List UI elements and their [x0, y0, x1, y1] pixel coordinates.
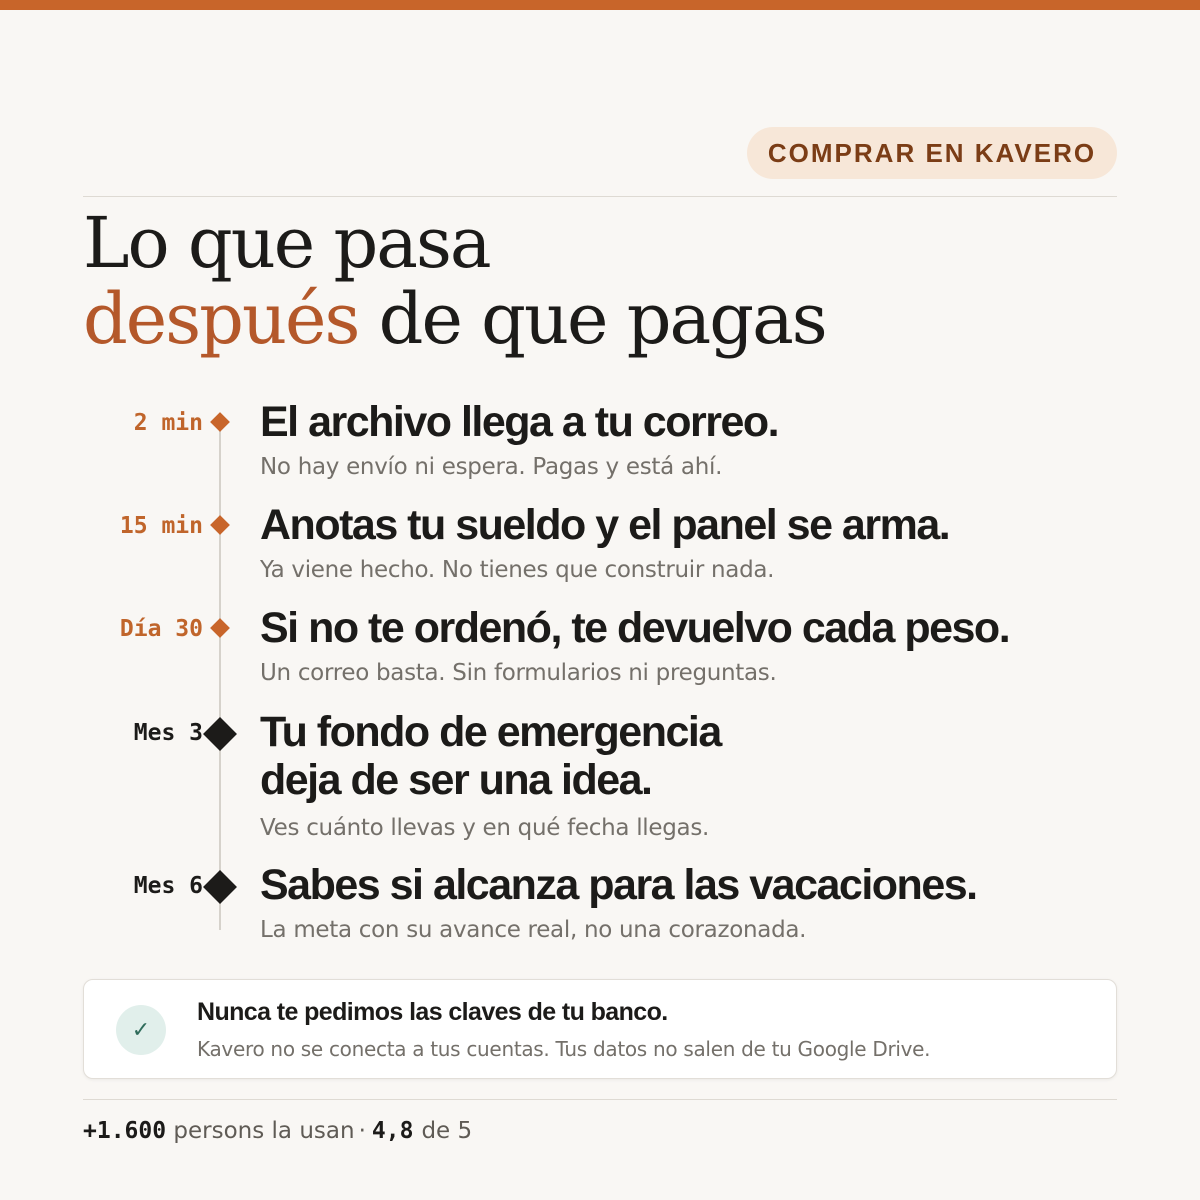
title-accent-word: después [83, 278, 359, 360]
step-time: Día 30 [119, 616, 203, 642]
step-description: No hay envío ni espera. Pagas y está ahí. [260, 454, 723, 480]
timeline-line [219, 420, 221, 930]
step-description: La meta con su avance real, no una corazonada. [260, 917, 807, 943]
privacy-note-card [83, 979, 1117, 1079]
step-time: Mes 6 [133, 873, 203, 899]
step-description: Ves cuánto llevas y en qué fecha llegas. [260, 815, 710, 841]
step-time: Mes 3 [133, 720, 203, 746]
step-title-line-2: deja de ser una idea. [260, 756, 652, 804]
step-time: 15 min [119, 513, 203, 539]
title-line-2-rest: de que pagas [358, 278, 826, 360]
stats-separator: · [358, 1118, 366, 1144]
step-description: Ya viene hecho. No tienes que construir nada. [260, 557, 775, 583]
dark-diamond-icon [203, 717, 237, 751]
rating-value: 4,8 [371, 1118, 414, 1144]
footer-divider [83, 1099, 1117, 1100]
dark-diamond-icon [203, 870, 237, 904]
privacy-note-description: Kavero no se conecta a tus cuentas. Tus datos no salen de tu Google Drive. [197, 1037, 931, 1061]
step-title: Sabes si alcanza para las vacaciones. [260, 861, 977, 909]
social-proof-stats [83, 1118, 472, 1144]
check-icon: ✓ [116, 1005, 166, 1055]
users-count: +1.600 [83, 1118, 167, 1144]
buy-on-kavero-button[interactable]: COMPRAR EN KAVERO [747, 127, 1117, 179]
title-line-1: Lo que pasa [83, 202, 490, 284]
orange-diamond-icon [210, 515, 230, 535]
step-description: Un correo basta. Sin formularios ni preguntas. [260, 660, 777, 686]
page-title [83, 202, 826, 360]
step-title: Anotas tu sueldo y el panel se arma. [260, 501, 950, 549]
step-title: Si no te ordenó, te devuelvo cada peso. [260, 604, 1010, 652]
step-title [260, 708, 1140, 804]
top-accent-bar [0, 0, 1200, 10]
step-time: 2 min [133, 410, 203, 436]
orange-diamond-icon [210, 618, 230, 638]
rating-label: de 5 [421, 1118, 473, 1144]
orange-diamond-icon [210, 412, 230, 432]
privacy-note-title: Nunca te pedimos las claves de tu banco. [197, 998, 668, 1026]
users-label: persons la usan [173, 1118, 355, 1144]
step-title: El archivo llega a tu correo. [260, 398, 779, 446]
header-divider [83, 196, 1117, 197]
step-title-line-1: Tu fondo de emergencia [260, 708, 721, 756]
